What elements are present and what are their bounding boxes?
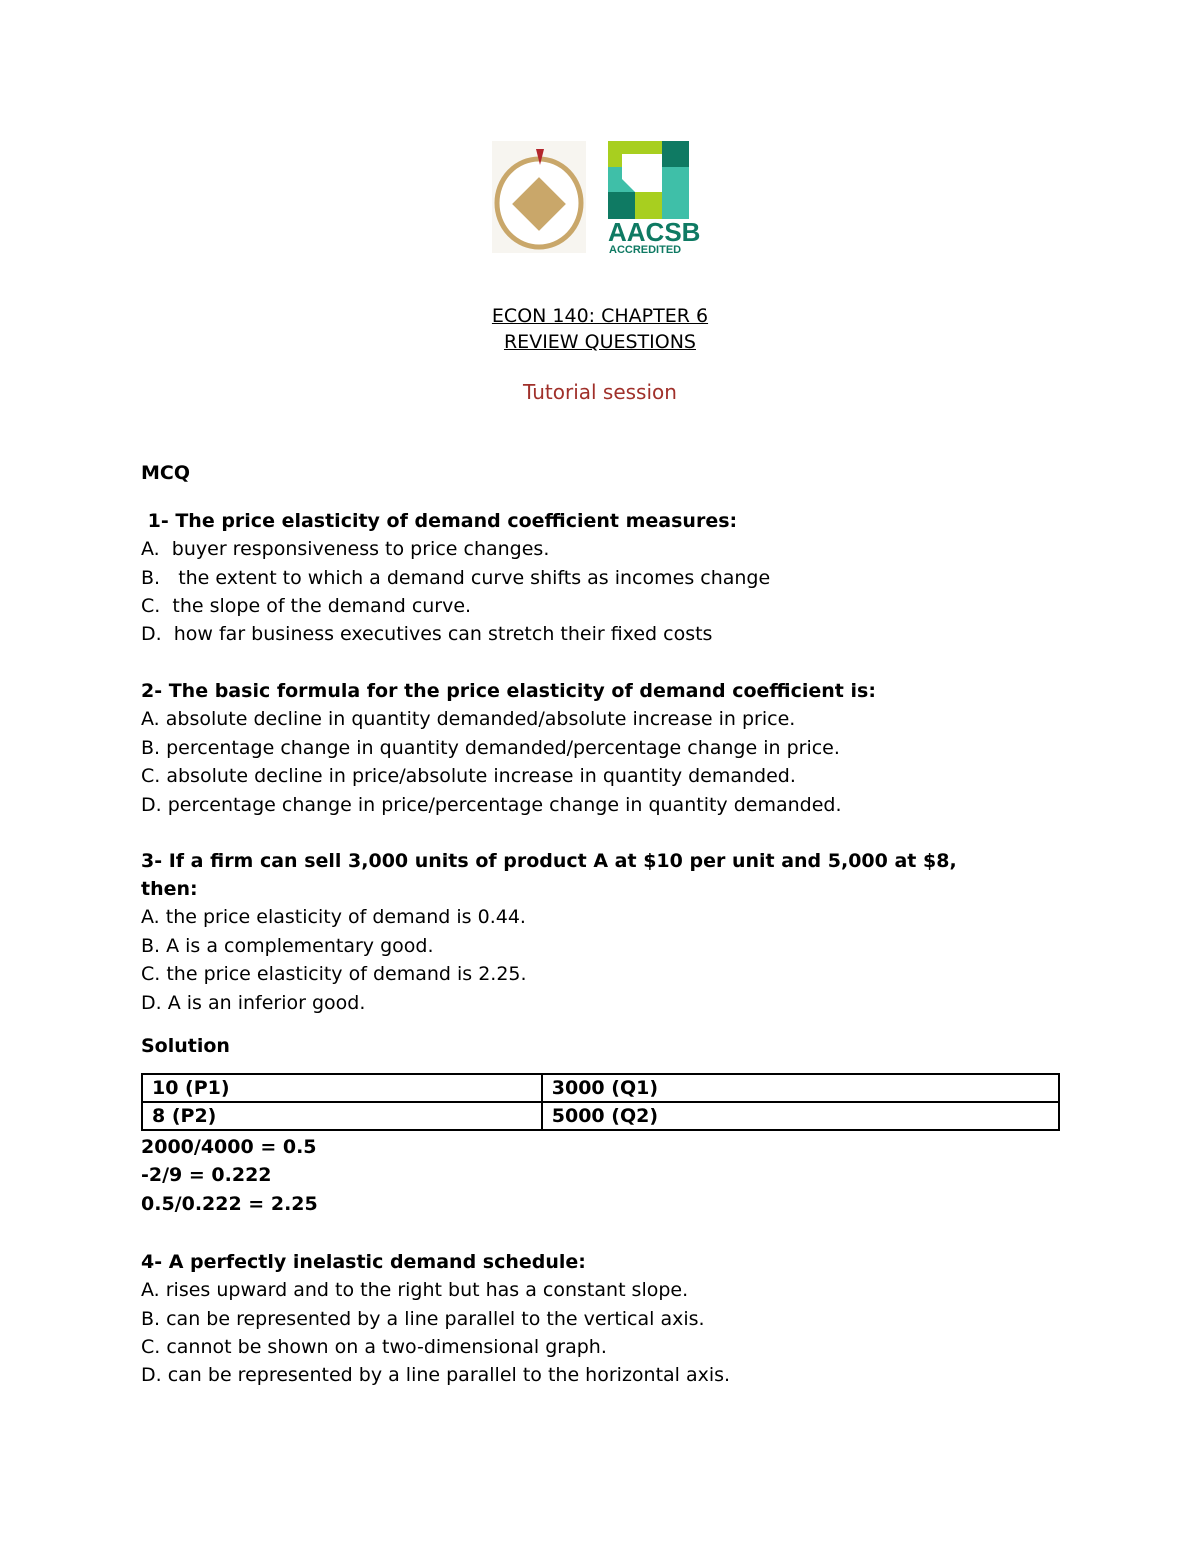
solution-step: -2/9 = 0.222 <box>141 1164 272 1186</box>
svg-text:AACSB: AACSB <box>608 217 701 247</box>
option: C. absolute decline in price/absolute increase in quantity demanded. <box>141 765 796 787</box>
option: B. A is a complementary good. <box>141 935 434 957</box>
solution-step: 0.5/0.222 = 2.25 <box>141 1193 318 1215</box>
solution-step: 2000/4000 = 0.5 <box>141 1136 317 1158</box>
option: A. buyer responsiveness to price changes. <box>141 538 550 560</box>
document-subtitle: REVIEW QUESTIONS <box>503 331 696 353</box>
solution-table <box>141 1073 1060 1131</box>
solution-heading: Solution <box>141 1035 230 1057</box>
table-cell: 3000 (Q1) <box>542 1074 1059 1102</box>
question-3: 3- If a firm can sell 3,000 units of product A at $10 per unit and 5,000 at $8, <box>141 850 957 872</box>
svg-text:ACCREDITED: ACCREDITED <box>609 244 682 256</box>
option: D. can be represented by a line parallel to the horizontal axis. <box>141 1364 731 1386</box>
option: C. cannot be shown on a two-dimensional graph. <box>141 1336 607 1358</box>
option: B. can be represented by a line parallel to the vertical axis. <box>141 1308 705 1330</box>
option: C. the price elasticity of demand is 2.25. <box>141 963 527 985</box>
question-2: 2- The basic formula for the price elasticity of demand coefficient is: <box>141 680 876 702</box>
option: A. rises upward and to the right but has a constant slope. <box>141 1279 689 1301</box>
question-3-cont: then: <box>141 878 198 900</box>
option: A. the price elasticity of demand is 0.44. <box>141 906 526 928</box>
table-cell: 5000 (Q2) <box>542 1102 1059 1130</box>
option: B. percentage change in quantity demanded/percentage change in price. <box>141 737 840 759</box>
university-of-bahrain-logo <box>492 141 586 253</box>
option: B. the extent to which a demand curve shifts as incomes change <box>141 567 771 589</box>
question-1: 1- The price elasticity of demand coefficient measures: <box>141 510 738 532</box>
option: C. the slope of the demand curve. <box>141 595 472 617</box>
option: A. absolute decline in quantity demanded/absolute increase in price. <box>141 708 796 730</box>
table-cell: 8 (P2) <box>142 1102 542 1130</box>
aacsb-logo <box>608 141 701 256</box>
option: D. percentage change in price/percentage change in quantity demanded. <box>141 794 842 816</box>
table-cell: 10 (P1) <box>142 1074 542 1102</box>
document-title: ECON 140: CHAPTER 6 <box>491 305 709 327</box>
table-row <box>142 1102 1059 1130</box>
option: D. how far business executives can stretch their fixed costs <box>141 623 713 645</box>
option: D. A is an inferior good. <box>141 992 366 1014</box>
question-4: 4- A perfectly inelastic demand schedule: <box>141 1251 586 1273</box>
section-heading: MCQ <box>141 462 191 484</box>
tutorial-label: Tutorial session <box>523 380 677 404</box>
table-row <box>142 1074 1059 1102</box>
